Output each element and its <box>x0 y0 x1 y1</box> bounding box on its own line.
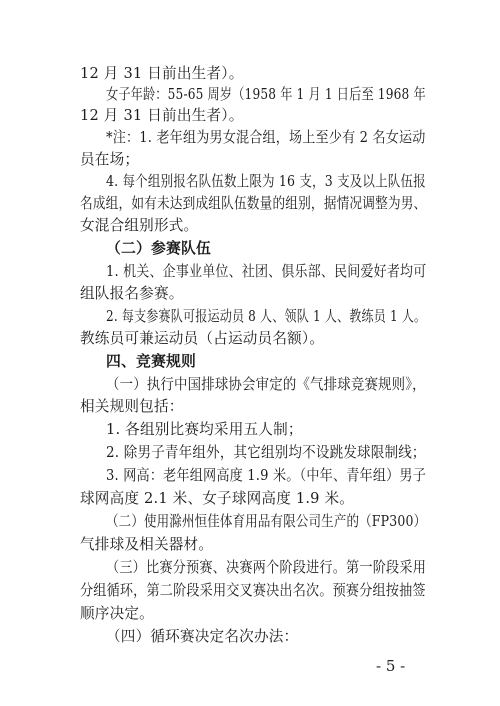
text-line: 1. 各组别比赛均采用五人制； <box>106 421 303 438</box>
text-line: *注：1. 老年组为男女混合组，场上至少有 2 名女运动 <box>106 129 426 146</box>
text-line: 组队报名参赛。 <box>80 285 184 302</box>
text-line: 女子年龄：55-65 周岁（1958 年 1 月 1 日后至 1968 年 <box>106 86 426 103</box>
text-line: 名成组，如有未达到成组队伍数量的组别，据情况调整为男、 <box>80 195 427 212</box>
section-heading: （二）参赛队伍 <box>106 240 211 257</box>
text-line: 1. 机关、企事业单位、社团、俱乐部、民间爱好者均可 <box>106 263 427 280</box>
text-line: 教练员可兼运动员（占运动员名额）。 <box>80 330 325 347</box>
text-line: 2. 每支参赛队可报运动员 8 人、领队 1 人、教练员 1 人。 <box>106 308 427 325</box>
text-line: 顺序决定。 <box>80 605 154 622</box>
text-line: 气排球及相关器材。 <box>80 536 214 553</box>
text-line: 相关规则包括： <box>80 398 184 415</box>
text-line: 分组循环，第二阶段采用交叉赛决出名次。预赛分组按抽签 <box>80 582 426 599</box>
text-line: 4. 每个组别报名队伍数上限为 16 支，3 支及以上队伍报 <box>106 173 426 190</box>
section-heading: 四、竞赛规则 <box>106 353 196 370</box>
text-line: 3. 网高：老年组网高度 1.9 米。（中年、青年组）男子 <box>106 467 427 484</box>
text-line: 员在场； <box>80 151 140 168</box>
text-line: （三）比赛分预赛、决赛两个阶段进行。第一阶段采用 <box>106 559 427 576</box>
text-line: 12 月 31 日前出生者）。 <box>80 107 244 124</box>
text-line: 女混合组别形式。 <box>80 217 199 234</box>
text-line: 2. 除男子青年组外，其它组别均不设跳发球限制线； <box>106 444 426 461</box>
text-line: 12 月 31 日前出生者）。 <box>80 65 244 82</box>
text-line: （四）循环赛决定名次办法： <box>106 628 299 645</box>
text-line: （一）执行中国排球协会审定的《气排球竞赛规则》， <box>106 376 426 393</box>
text-line: （二）使用滁州恒佳体育用品有限公司生产的（FP300） <box>106 513 427 530</box>
text-line: 球网高度 2.1 米、女子球网高度 1.9 米。 <box>80 490 355 507</box>
page-number: - 5 - <box>376 657 406 675</box>
